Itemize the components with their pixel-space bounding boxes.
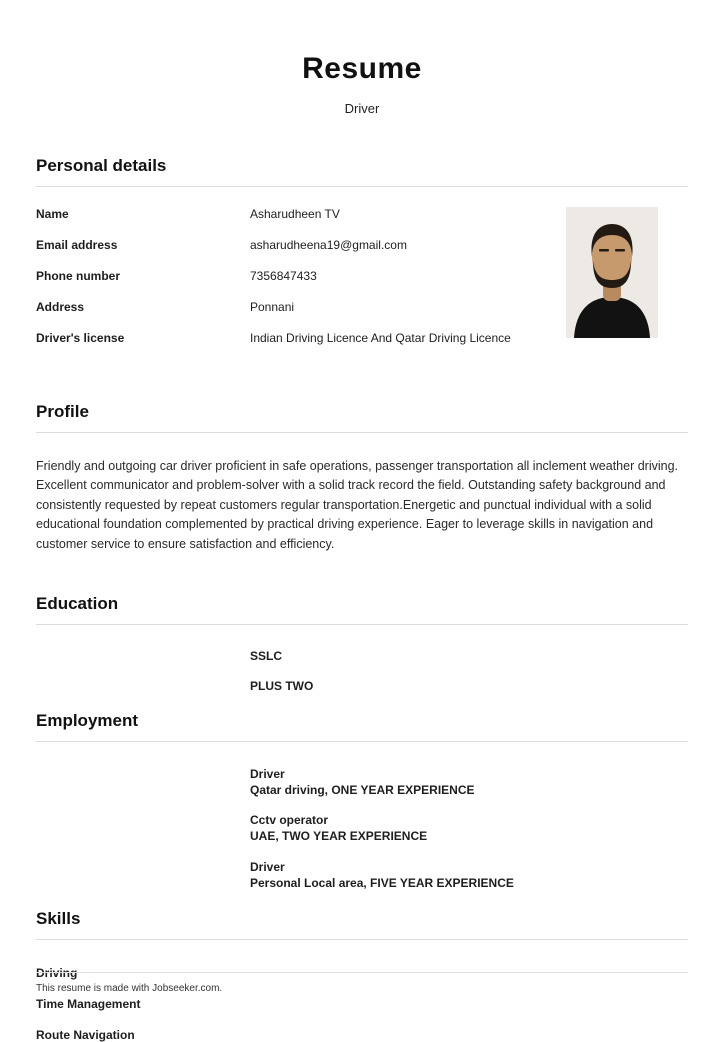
- employment-item-title: Cctv operator: [250, 813, 329, 828]
- section-employment: [36, 711, 688, 891]
- field-label: Address: [36, 300, 85, 314]
- field-label: Phone number: [36, 269, 121, 283]
- education-item: SSLC: [250, 648, 283, 663]
- field-value: asharudheena19@gmail.com: [250, 238, 407, 252]
- skill-item: Time Management: [36, 997, 141, 1011]
- field-value: Indian Driving Licence And Qatar Driving Licence: [250, 331, 511, 345]
- education-item: PLUS TWO: [250, 678, 314, 693]
- field-row-phone: [36, 269, 566, 283]
- personal-details-body: [36, 207, 688, 362]
- page-subtitle: Driver: [344, 101, 380, 116]
- field-row-drivers-license: [36, 331, 566, 345]
- skills-heading: Skills: [36, 909, 688, 940]
- personal-details-fields: [36, 207, 566, 362]
- profile-text: Friendly and outgoing car driver proficient in safe operations, passenger transportation all inclement weather driving. Excellent communicator and problem-solver with a solid track record the field. Outstanding safety background and consistently requested by repeat customers regular transportation.Energetic and punctual individual with a solid educational foundation complemented by practical driving experience. Eager to leverage skills in navigation and customer service to ensure satisfaction and efficiency.: [36, 459, 679, 551]
- field-value: 7356847433: [250, 269, 317, 283]
- profile-heading: Profile: [36, 402, 688, 433]
- field-row-name: [36, 207, 566, 221]
- employment-list: [36, 766, 688, 891]
- field-label: Email address: [36, 238, 118, 252]
- field-label: Name: [36, 207, 69, 221]
- employment-item-detail: Personal Local area, FIVE YEAR EXPERIENCE: [250, 875, 514, 890]
- footer-text: This resume is made with Jobseeker.com.: [36, 972, 688, 994]
- employment-item: [250, 859, 688, 891]
- field-value: Ponnani: [250, 300, 295, 314]
- employment-item-detail: Qatar driving, ONE YEAR EXPERIENCE: [250, 783, 475, 798]
- profile-photo: [566, 207, 658, 338]
- section-personal-details: [36, 156, 688, 362]
- skill-item: Driving: [36, 966, 78, 980]
- education-list: [36, 649, 688, 693]
- page-title: Resume: [302, 52, 422, 85]
- section-education: [36, 594, 688, 693]
- employment-item: [250, 812, 688, 844]
- profile-photo-illustration: [566, 207, 658, 338]
- field-label: Driver's license: [36, 331, 125, 345]
- employment-item-detail: UAE, TWO YEAR EXPERIENCE: [250, 829, 428, 844]
- employment-item: [250, 766, 688, 798]
- field-value: Asharudheen TV: [250, 207, 340, 221]
- skill-item: Route Navigation: [36, 1028, 135, 1042]
- field-row-email: [36, 238, 566, 252]
- personal-details-heading: Personal details: [36, 156, 688, 187]
- employment-item-title: Driver: [250, 859, 285, 874]
- employment-item-title: Driver: [250, 766, 285, 781]
- education-heading: Education: [36, 594, 688, 625]
- field-row-address: [36, 300, 566, 314]
- section-profile: [36, 402, 688, 554]
- employment-heading: Employment: [36, 711, 688, 742]
